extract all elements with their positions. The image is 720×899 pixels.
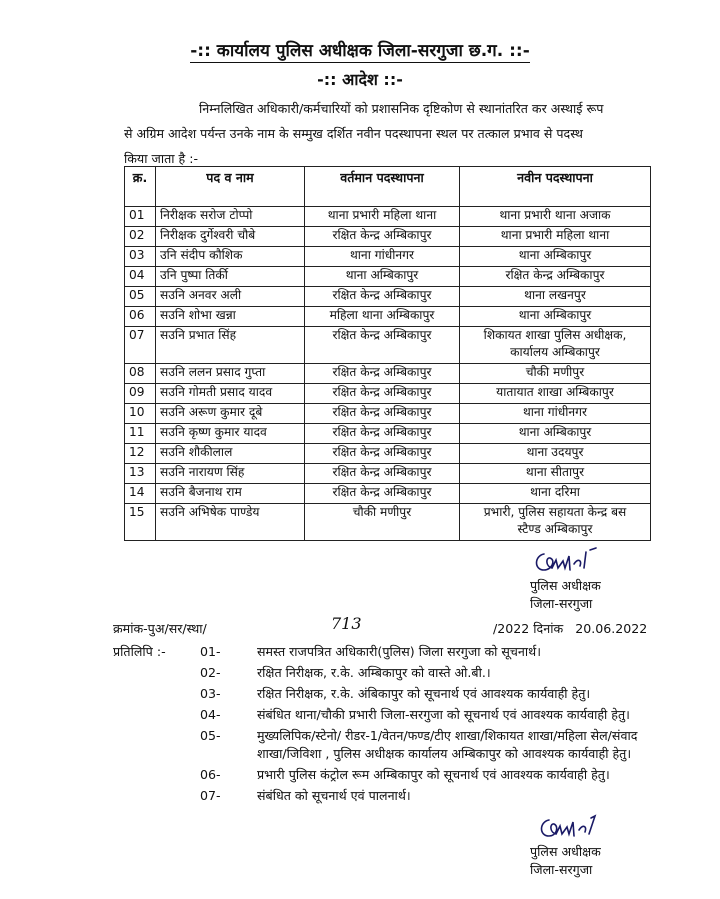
row-name-text: सउनि नारायण सिंह <box>160 465 245 479</box>
row-current-posting-text: रक्षित केन्द्र अम्बिकापुर <box>332 485 432 499</box>
row-sno <box>125 484 156 504</box>
row-current-posting <box>305 227 460 247</box>
copy-item-number: 01- <box>200 644 221 659</box>
row-new-posting-text: थाना प्रभारी महिला थाना <box>500 228 610 242</box>
row-new-posting-text: यातायात शाखा अम्बिकापुर <box>496 385 614 399</box>
intro-line-1: निम्नलिखित अधिकारी/कर्मचारियों को प्रशासनिक दृष्टिकोण से स्थानांतरित कर अस्थाई रूप <box>199 101 604 116</box>
row-current-posting <box>305 504 460 541</box>
row-new-posting-text: थाना अम्बिकापुर <box>518 308 592 322</box>
row-sno-text: 11 <box>129 425 145 439</box>
row-name-text: सउनि अनवर अली <box>160 288 242 302</box>
row-new-posting <box>460 207 651 227</box>
reference-number: 713 <box>331 614 362 633</box>
row-current-posting-text: महिला थाना अम्बिकापुर <box>329 308 435 322</box>
row-name <box>156 267 305 287</box>
copy-item <box>113 727 653 763</box>
row-current-posting <box>305 364 460 384</box>
row-new-posting <box>460 504 651 541</box>
table-row <box>125 484 651 504</box>
row-current-posting <box>305 287 460 307</box>
signature-block-2 <box>530 843 601 879</box>
copy-item <box>113 643 653 661</box>
row-name <box>156 444 305 464</box>
row-sno <box>125 384 156 404</box>
row-new-posting-text: थाना गांधीनगर <box>522 405 588 419</box>
row-name-text: सउनि प्रभात सिंह <box>160 328 237 342</box>
transfer-table <box>124 166 651 541</box>
copy-item-number: 07- <box>200 788 221 803</box>
row-current-posting-text: रक्षित केन्द्र अम्बिकापुर <box>332 365 432 379</box>
row-sno-text: 09 <box>129 385 145 399</box>
row-sno <box>125 464 156 484</box>
row-name-text: सउनि शौकीलाल <box>160 445 233 459</box>
row-name <box>156 364 305 384</box>
row-current-posting-text: रक्षित केन्द्र अम्बिकापुर <box>332 328 432 342</box>
copy-item-text: समस्त राजपत्रित अधिकारी(पुलिस) जिला सरगुजा को सूचनार्थ। <box>257 644 541 659</box>
copy-item-text: रक्षित निरीक्षक, र.के. अम्बिकापुर को वास्ते ओ.बी.। <box>257 665 491 680</box>
table-row <box>125 307 651 327</box>
reference-prefix: क्रमांक-पुअ/सर/स्था/ <box>113 621 207 636</box>
row-new-posting <box>460 444 651 464</box>
reference-line <box>113 614 653 637</box>
row-name <box>156 307 305 327</box>
row-sno-text: 06 <box>129 308 145 322</box>
col-header-name: पद व नाम <box>156 167 305 207</box>
signatory-district: जिला-सरगुजा <box>530 596 593 611</box>
table-row <box>125 207 651 227</box>
row-new-posting-text: रक्षित केन्द्र अम्बिकापुर <box>505 268 605 282</box>
row-sno-text: 12 <box>129 445 145 459</box>
row-sno-text: 05 <box>129 288 145 302</box>
row-new-posting <box>460 307 651 327</box>
order-heading: -:: आदेश ::- <box>317 70 403 89</box>
row-current-posting <box>305 384 460 404</box>
row-sno-text: 02 <box>129 228 145 242</box>
table-row <box>125 327 651 364</box>
row-current-posting-text: रक्षित केन्द्र अम्बिकापुर <box>332 405 432 419</box>
row-current-posting <box>305 307 460 327</box>
row-name <box>156 384 305 404</box>
row-sno <box>125 287 156 307</box>
reference-date: /2022 दिनांक 20.06.2022 <box>493 621 648 636</box>
row-name <box>156 504 305 541</box>
row-new-posting-text: शिकायत शाखा पुलिस अधीक्षक, <box>483 328 627 342</box>
row-new-posting <box>460 247 651 267</box>
table-row <box>125 384 651 404</box>
row-current-posting-text: रक्षित केन्द्र अम्बिकापुर <box>332 465 432 479</box>
table-row <box>125 227 651 247</box>
row-current-posting-text: चौकी मणीपुर <box>352 505 412 519</box>
copy-item-number: 04- <box>200 707 221 722</box>
row-sno-text: 07 <box>129 328 145 342</box>
row-sno-text: 13 <box>129 465 145 479</box>
row-new-posting-line2: कार्यालय अम्बिकापुर <box>510 345 600 359</box>
row-current-posting-text: रक्षित केन्द्र अम्बिकापुर <box>332 228 432 242</box>
col-header-current: वर्तमान पदस्थापना <box>305 167 460 207</box>
table-row <box>125 444 651 464</box>
row-sno-text: 03 <box>129 248 145 262</box>
row-name <box>156 327 305 364</box>
row-current-posting-text: रक्षित केन्द्र अम्बिकापुर <box>332 385 432 399</box>
copy-item-text: संबंधित को सूचनार्थ एवं पालनार्थ। <box>257 788 411 803</box>
row-name-text: सउनि कृष्ण कुमार यादव <box>160 425 267 439</box>
col-header-new: नवीन पदस्थापना <box>460 167 651 207</box>
copy-label: प्रतिलिपि :- <box>113 644 166 659</box>
row-sno <box>125 504 156 541</box>
table-row <box>125 404 651 424</box>
row-sno-text: 04 <box>129 268 145 282</box>
row-new-posting <box>460 404 651 424</box>
copy-item-number: 02- <box>200 665 221 680</box>
row-name-text: सउनि शोभा खन्ना <box>160 308 236 322</box>
row-name-text: निरीक्षक सरोज टोप्पो <box>160 208 253 222</box>
row-new-posting-text: थाना दरिमा <box>530 485 580 499</box>
row-new-posting-line2: स्टैण्ड अम्बिकापुर <box>517 522 593 536</box>
row-sno <box>125 327 156 364</box>
row-sno <box>125 364 156 384</box>
row-current-posting-text: रक्षित केन्द्र अम्बिकापुर <box>332 425 432 439</box>
row-current-posting-text: थाना प्रभारी महिला थाना <box>327 208 437 222</box>
row-current-posting-text: थाना अम्बिकापुर <box>345 268 419 282</box>
row-new-posting <box>460 464 651 484</box>
row-sno-text: 01 <box>129 208 145 222</box>
row-new-posting-text: थाना अम्बिकापुर <box>518 425 592 439</box>
copy-item <box>113 787 653 805</box>
table-header-row <box>125 167 651 207</box>
row-name <box>156 484 305 504</box>
row-sno-text: 14 <box>129 485 145 499</box>
row-current-posting <box>305 267 460 287</box>
table-row <box>125 464 651 484</box>
signature-1 <box>530 546 602 580</box>
row-name-text: सउनि अभिषेक पाण्डेय <box>160 505 260 519</box>
row-name-text: निरीक्षक दुर्गेश्वरी चौबे <box>160 228 256 242</box>
table-row <box>125 364 651 384</box>
row-current-posting <box>305 404 460 424</box>
row-sno <box>125 404 156 424</box>
copy-item <box>113 706 653 724</box>
row-sno <box>125 444 156 464</box>
row-current-posting-text: थाना गांधीनगर <box>349 248 415 262</box>
row-new-posting <box>460 424 651 444</box>
table-row <box>125 424 651 444</box>
row-sno-text: 08 <box>129 365 145 379</box>
row-new-posting-text: थाना अम्बिकापुर <box>518 248 592 262</box>
table-row <box>125 267 651 287</box>
signatory-designation: पुलिस अधीक्षक <box>530 578 601 593</box>
table-row <box>125 504 651 541</box>
signatory-designation: पुलिस अधीक्षक <box>530 844 601 859</box>
row-new-posting <box>460 364 651 384</box>
row-name <box>156 287 305 307</box>
copy-list <box>113 643 653 808</box>
order-intro-paragraph <box>124 96 654 171</box>
copy-item-number: 06- <box>200 767 221 782</box>
row-name-text: उनि पुष्पा तिर्की <box>160 268 228 282</box>
row-new-posting <box>460 287 651 307</box>
signature-2 <box>535 814 599 844</box>
row-sno <box>125 227 156 247</box>
row-name <box>156 227 305 247</box>
intro-line-2: से अग्रिम आदेश पर्यन्त उनके नाम के सम्मुख दर्शित नवीन पदस्थापना स्थल पर तत्काल प्रभाव से पदस्थ <box>124 126 583 141</box>
row-name-text: सउनि अरूण कुमार दूबे <box>160 405 263 419</box>
row-sno <box>125 307 156 327</box>
row-current-posting-text: रक्षित केन्द्र अम्बिकापुर <box>332 445 432 459</box>
row-new-posting <box>460 484 651 504</box>
row-name-text: सउनि गोमती प्रसाद यादव <box>160 385 273 399</box>
table-row <box>125 287 651 307</box>
row-name <box>156 424 305 444</box>
copy-item-number: 05- <box>200 728 221 743</box>
row-new-posting <box>460 227 651 247</box>
row-sno <box>125 424 156 444</box>
row-name <box>156 247 305 267</box>
row-sno <box>125 267 156 287</box>
row-current-posting <box>305 464 460 484</box>
copy-item <box>113 685 653 703</box>
intro-line-3: किया जाता है :- <box>124 151 199 166</box>
row-name-text: उनि संदीप कौशिक <box>160 248 243 262</box>
signatory-district: जिला-सरगुजा <box>530 862 593 877</box>
copy-item-number: 03- <box>200 686 221 701</box>
copy-item-text: मुख्यलिपिक/स्टेनो/ रीडर-1/वेतन/फण्ड/टीए शाखा/शिकायत शाखा/महिला सेल/संवाद शाखा/जिविशा , पुलिस अधीक्षक कार्यालय अम्बिकापुर को आवश्यक कार्यवाही हेतु। <box>257 728 638 761</box>
row-new-posting-text: चौकी मणीपुर <box>525 365 585 379</box>
row-new-posting-text: थाना सीतापुर <box>525 465 585 479</box>
office-title: -:: कार्यालय पुलिस अधीक्षक जिला-सरगुजा छ.ग. ::- <box>190 41 530 61</box>
row-name-text: सउनि ललन प्रसाद गुप्ता <box>160 365 266 379</box>
row-sno-text: 10 <box>129 405 145 419</box>
row-current-posting-text: रक्षित केन्द्र अम्बिकापुर <box>332 288 432 302</box>
row-new-posting <box>460 327 651 364</box>
row-new-posting <box>460 267 651 287</box>
table-row <box>125 247 651 267</box>
row-name <box>156 464 305 484</box>
row-current-posting <box>305 424 460 444</box>
row-new-posting-text: थाना प्रभारी थाना अजाक <box>499 208 611 222</box>
copy-item <box>113 766 653 784</box>
row-new-posting-text: प्रभारी, पुलिस सहायता केन्द्र बस <box>483 505 627 519</box>
row-current-posting <box>305 444 460 464</box>
row-sno-text: 15 <box>129 505 145 519</box>
row-current-posting <box>305 484 460 504</box>
copy-item-text: संबंधित थाना/चौकी प्रभारी जिला-सरगुजा को सूचनार्थ एवं आवश्यक कार्यवाही हेतु। <box>257 707 630 722</box>
row-new-posting-text: थाना लखनपुर <box>524 288 586 302</box>
copy-item-text: रक्षित निरीक्षक, र.के. अंबिकापुर को सूचनार्थ एवं आवश्यक कार्यवाही हेतु। <box>257 686 591 701</box>
row-sno <box>125 207 156 227</box>
row-current-posting <box>305 207 460 227</box>
row-name-text: सउनि बैजनाथ राम <box>160 485 242 499</box>
row-new-posting-text: थाना उदयपुर <box>526 445 584 459</box>
row-sno <box>125 247 156 267</box>
copy-item <box>113 664 653 682</box>
row-name <box>156 207 305 227</box>
row-name <box>156 404 305 424</box>
signature-block-1 <box>530 577 601 613</box>
row-current-posting <box>305 247 460 267</box>
row-new-posting <box>460 384 651 404</box>
col-header-sno: क्र. <box>125 167 156 207</box>
copy-item-text: प्रभारी पुलिस कंट्रोल रूम अम्बिकापुर को सूचनार्थ एवं आवश्यक कार्यवाही हेतु। <box>257 767 610 782</box>
row-current-posting <box>305 327 460 364</box>
